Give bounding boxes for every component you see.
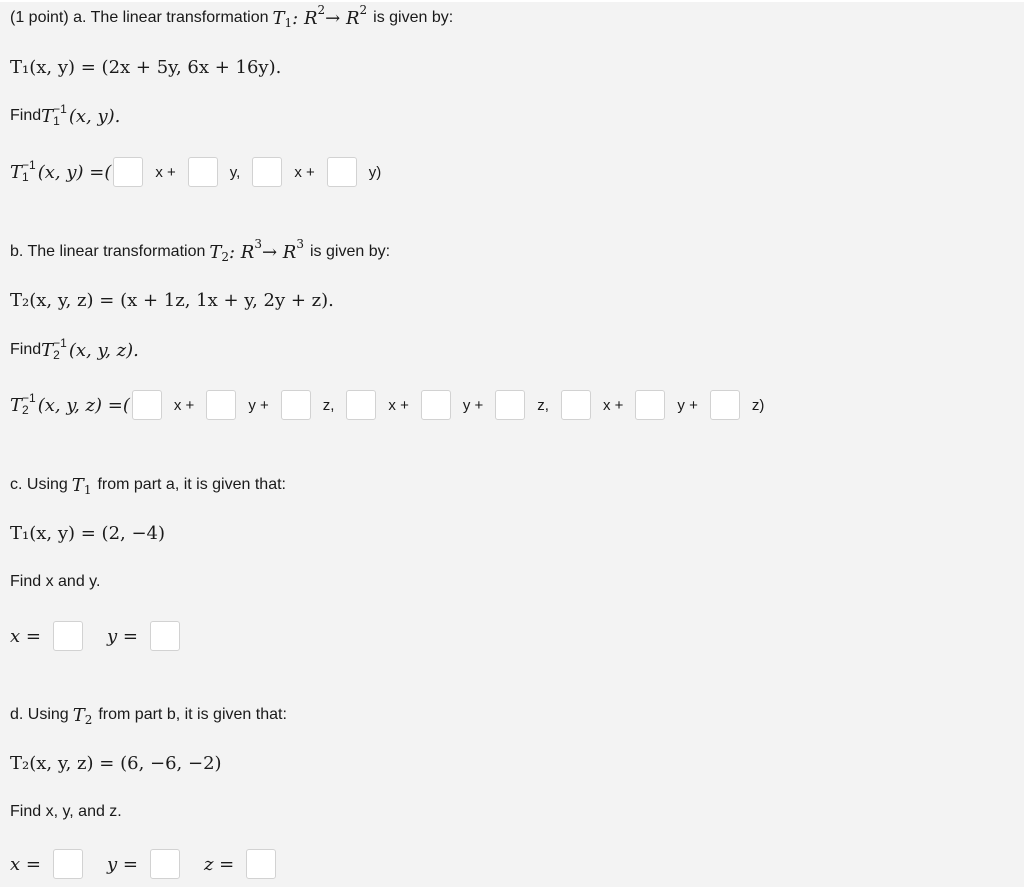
part-b-ans-sub: 2 <box>22 403 29 417</box>
part-b-find-inv: −1 <box>53 336 67 350</box>
part-c-header-suffix: from part a, it is given that: <box>97 476 286 493</box>
part-c-find: Find x and y. <box>10 573 101 590</box>
part-a-input-4[interactable] <box>327 157 357 187</box>
part-a-find-prefix: Find <box>10 107 42 124</box>
part-b-input-9[interactable] <box>710 390 740 420</box>
part-b-domain-sup: 3 <box>254 237 262 251</box>
part-d-find: Find x, y, and z. <box>10 803 122 820</box>
part-b-ans-T: T <box>10 394 23 416</box>
part-a-definition: T₁(x, y) = (2x + 5y, 6x + 16y). <box>10 56 282 78</box>
part-a-label-4: y) <box>368 163 382 181</box>
part-a-codomain: → R <box>325 7 360 29</box>
part-b-find-prefix: Find <box>10 341 42 358</box>
part-a-input-1[interactable] <box>113 157 143 187</box>
part-d-y-input[interactable] <box>150 849 180 879</box>
part-b-label-1: x + <box>173 396 195 414</box>
part-a-find-inv: −1 <box>53 102 67 116</box>
part-d-answer-row <box>10 848 278 880</box>
part-a-answer-row <box>10 156 391 188</box>
part-b-find-T: T <box>41 339 54 361</box>
part-b-label-2: y + <box>248 396 269 414</box>
part-b-label-3: z, <box>322 396 335 414</box>
part-b-find-args: (x, y, z). <box>68 339 139 361</box>
part-b-input-4[interactable] <box>346 390 376 420</box>
part-b-label-7: x + <box>602 396 624 414</box>
part-a-domain-sup: 2 <box>317 3 326 17</box>
part-d-T: T <box>72 704 85 726</box>
part-d-header <box>10 699 287 731</box>
part-c-header-prefix: c. Using <box>10 476 68 493</box>
part-a-find <box>10 100 120 132</box>
part-a-map-name: T <box>272 7 285 29</box>
part-a-input-2[interactable] <box>188 157 218 187</box>
part-b-header-suffix: is given by: <box>310 243 391 260</box>
part-c-x-label: x = <box>10 625 41 647</box>
part-d-y-label: y = <box>106 853 138 875</box>
part-a-label-2: y, <box>229 163 241 181</box>
part-a-header-prefix: (1 point) a. The linear transformation <box>10 9 269 26</box>
part-c-T-sub: 1 <box>83 483 92 497</box>
part-b-input-2[interactable] <box>206 390 236 420</box>
part-b-answer-lhs: (x, y, z) =( <box>37 394 130 416</box>
part-b-answer-row <box>10 389 774 421</box>
part-b-input-5[interactable] <box>421 390 451 420</box>
part-b-codomain: → R <box>262 241 297 263</box>
part-b-header-prefix: b. The linear transformation <box>10 243 206 260</box>
part-a-codomain-sup: 2 <box>359 3 368 17</box>
part-d-z-label: z = <box>203 853 235 875</box>
part-c-y-label: y = <box>106 625 138 647</box>
part-d-given: T₂(x, y, z) = (6, −6, −2) <box>10 752 222 774</box>
part-a-input-3[interactable] <box>252 157 282 187</box>
part-b-find <box>10 334 139 366</box>
part-a-domain: : R <box>292 7 318 29</box>
part-b-label-8: y + <box>677 396 698 414</box>
part-a-find-args: (x, y). <box>68 105 121 127</box>
part-b-domain: : R <box>229 241 255 263</box>
part-a-ans-T: T <box>10 161 23 183</box>
part-c-x-input[interactable] <box>53 621 83 651</box>
part-c-y-input[interactable] <box>150 621 180 651</box>
part-b-label-5: y + <box>462 396 484 414</box>
part-a-ans-inv: −1 <box>22 158 36 172</box>
part-b-input-8[interactable] <box>635 390 665 420</box>
part-b-input-3[interactable] <box>281 390 311 420</box>
part-c-header <box>10 469 286 501</box>
part-a-map-sub: 1 <box>284 16 293 30</box>
part-b-find-sub: 2 <box>53 348 60 362</box>
part-b-input-7[interactable] <box>561 390 591 420</box>
part-a-header <box>10 2 453 34</box>
part-b-codomain-sup: 3 <box>296 237 304 251</box>
part-b-ans-inv: −1 <box>22 391 36 405</box>
part-d-x-input[interactable] <box>53 849 83 879</box>
part-b-map-name: T <box>209 241 222 263</box>
part-c-T: T <box>71 474 84 496</box>
part-c-answer-row <box>10 620 182 652</box>
part-d-z-input[interactable] <box>246 849 276 879</box>
part-d-header-suffix: from part b, it is given that: <box>98 706 287 723</box>
part-b-input-1[interactable] <box>132 390 162 420</box>
part-b-header <box>10 236 390 268</box>
part-b-label-9: z) <box>751 396 765 414</box>
part-d-T-sub: 2 <box>84 713 93 727</box>
part-b-definition: T₂(x, y, z) = (x + 1z, 1x + y, 2y + z). <box>10 289 334 311</box>
part-d-header-prefix: d. Using <box>10 706 69 723</box>
part-a-find-sub: 1 <box>53 114 60 128</box>
part-a-answer-lhs: (x, y) =( <box>37 161 112 183</box>
part-a-find-T: T <box>41 105 54 127</box>
part-a-label-1: x + <box>155 163 176 181</box>
part-d-x-label: x = <box>10 853 41 875</box>
part-b-label-6: z, <box>537 396 549 414</box>
part-a-ans-sub: 1 <box>22 170 29 184</box>
part-b-map-sub: 2 <box>221 250 230 264</box>
part-a-header-suffix: is given by: <box>373 9 454 26</box>
part-a-label-3: x + <box>294 163 315 181</box>
part-c-given: T₁(x, y) = (2, −4) <box>10 522 166 544</box>
part-b-label-4: x + <box>388 396 409 414</box>
part-b-input-6[interactable] <box>495 390 525 420</box>
